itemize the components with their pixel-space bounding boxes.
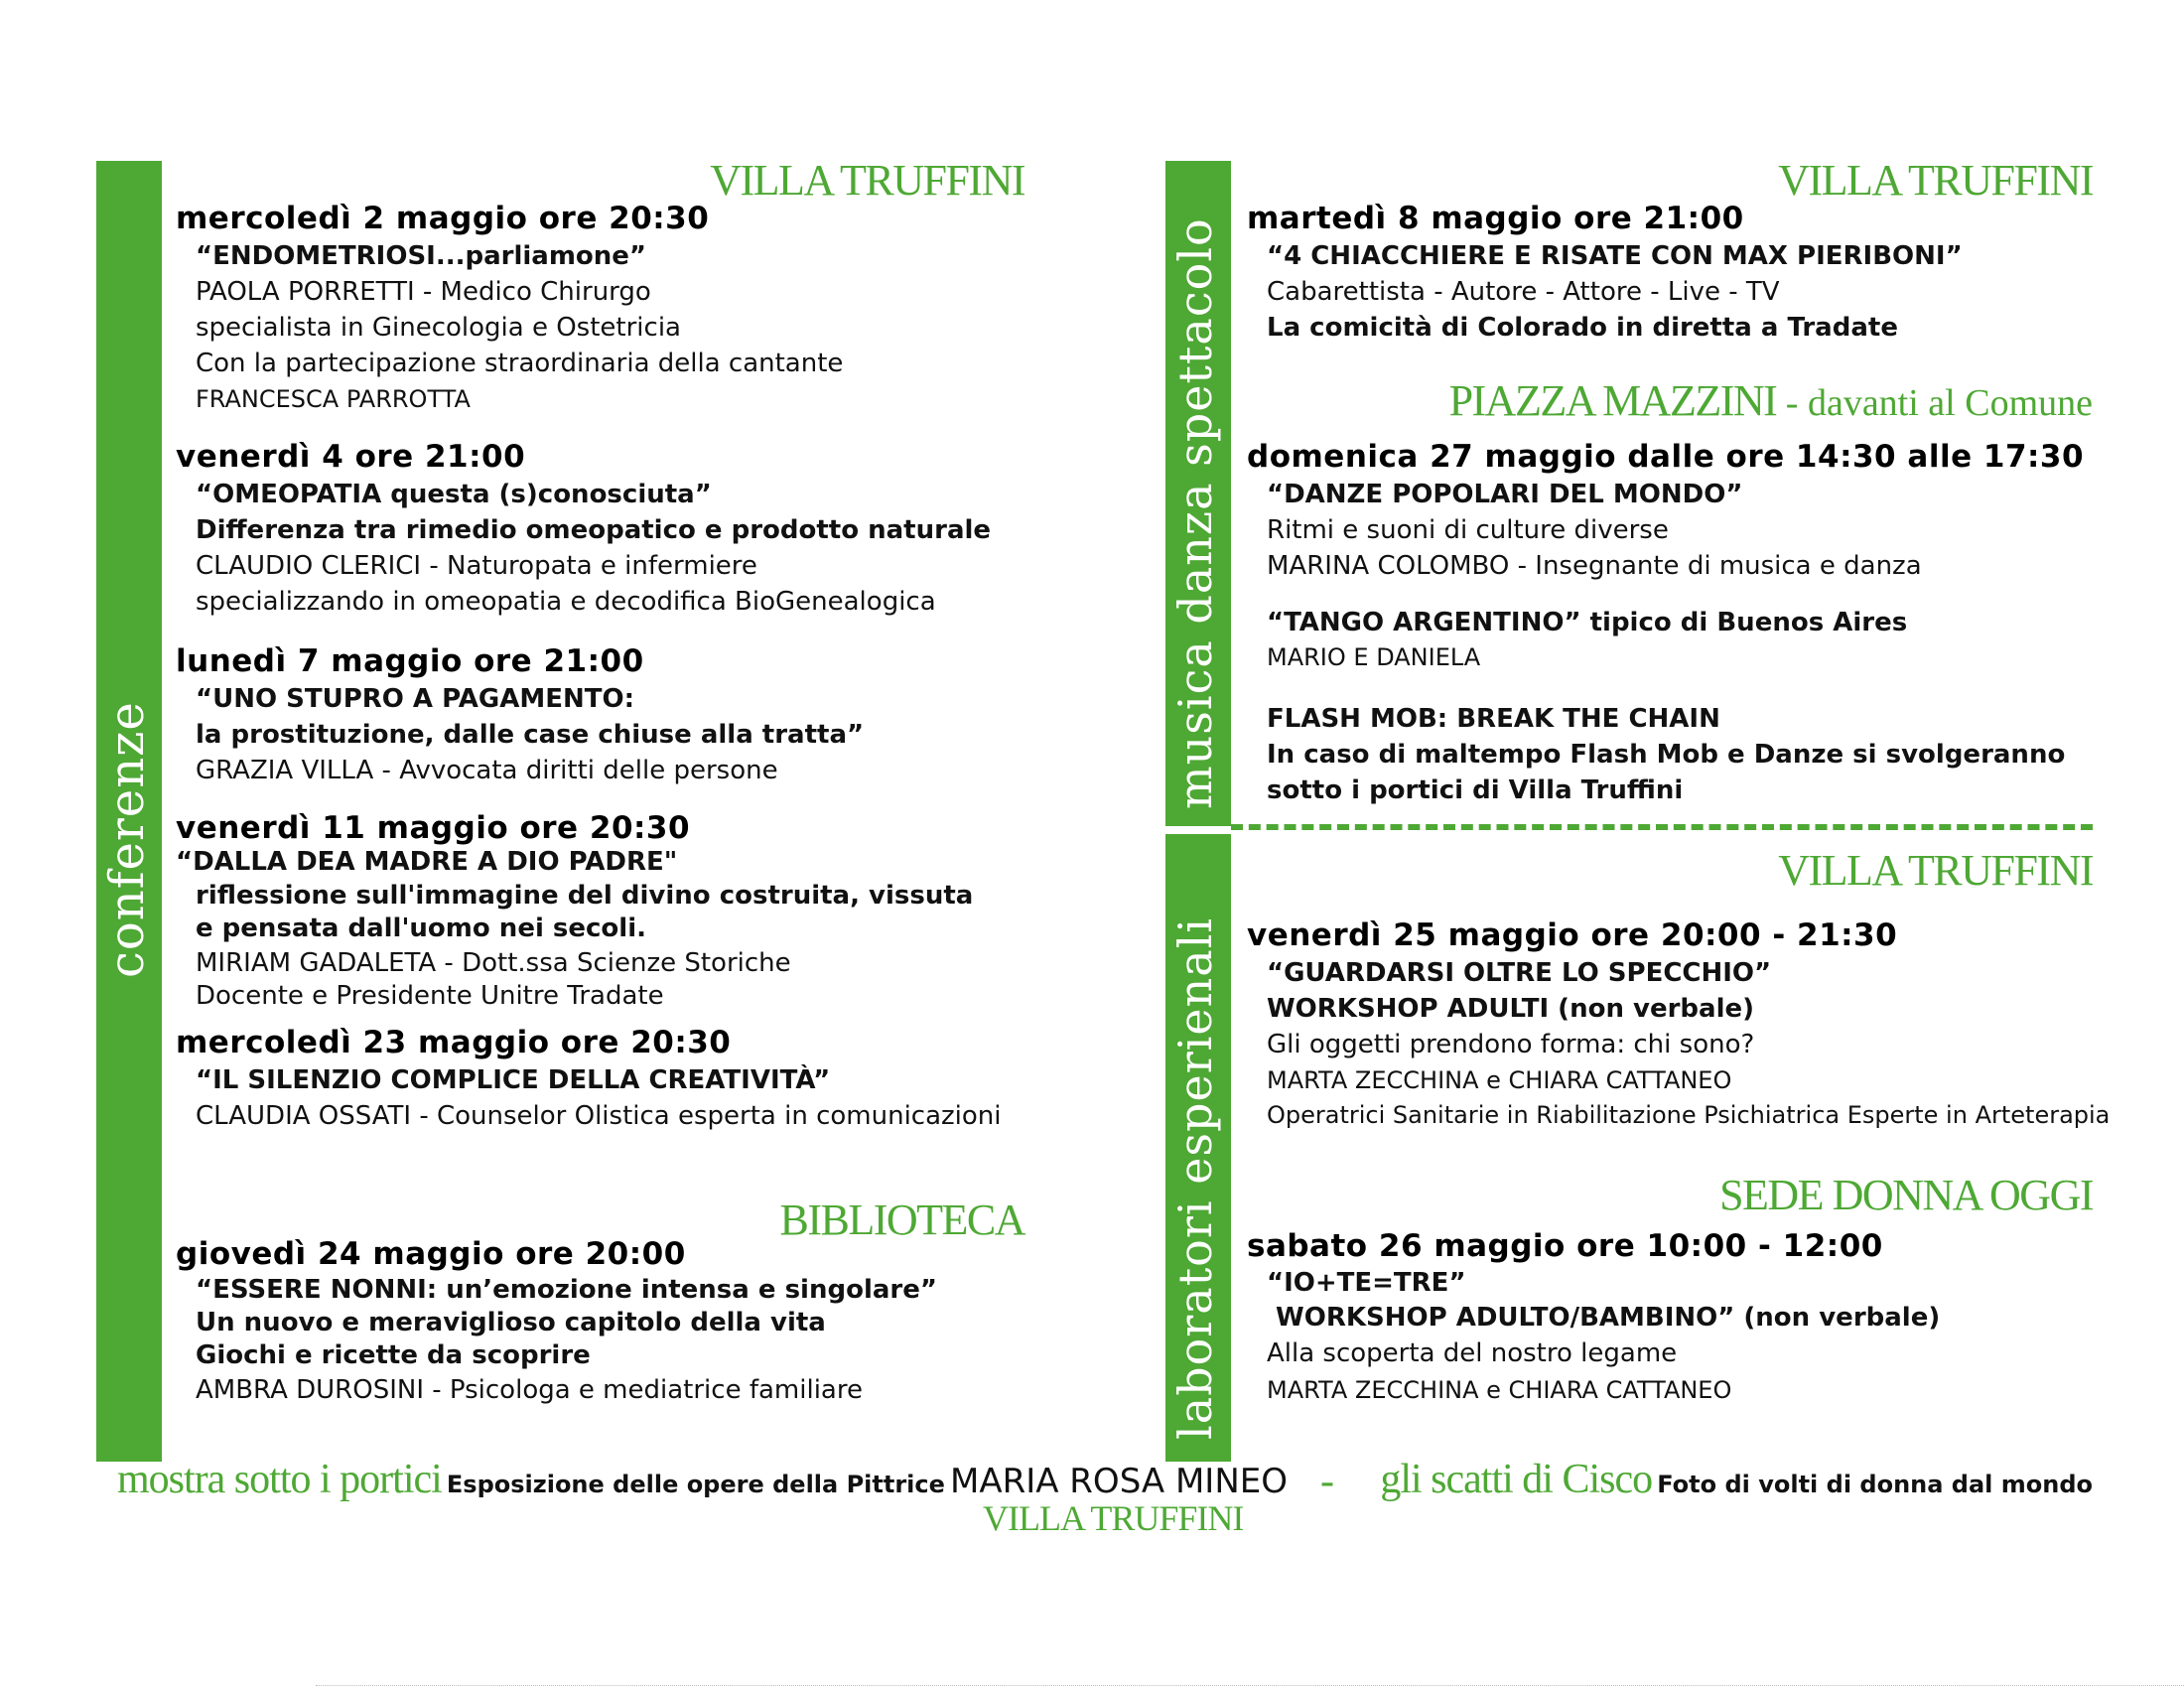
venue-villa-truffini-conferenze: VILLA TRUFFINI — [710, 156, 1024, 205]
event-line: MARINA COLOMBO - Insegnante di musica e danza — [1267, 551, 1922, 581]
event-line: sotto i portici di Villa Truffini — [1267, 775, 1684, 805]
event-date: mercoledì 23 maggio ore 20:30 — [176, 1025, 732, 1060]
event-date: venerdì 25 maggio ore 20:00 - 21:30 — [1247, 917, 1898, 953]
event-line: FRANCESCA PARROTTA — [196, 385, 471, 413]
event-line: MIRIAM GADALETA - Dott.ssa Scienze Storiche — [196, 948, 791, 978]
venue-name: PIAZZA MAZZINI — [1448, 376, 1777, 425]
event-line: In caso di maltempo Flash Mob e Danze si svolgeranno — [1267, 740, 2066, 770]
event-date: sabato 26 maggio ore 10:00 - 12:00 — [1247, 1228, 1883, 1264]
event-line: Gli oggetti prendono forma: chi sono? — [1267, 1030, 1755, 1059]
event-date: venerdì 11 maggio ore 20:30 — [176, 810, 691, 846]
event-title: “IL SILENZIO COMPLICE DELLA CREATIVITÀ” — [196, 1065, 831, 1095]
event-line: MARTA ZECCHINA e CHIARA CATTANEO — [1267, 1066, 1732, 1094]
event-line: Ritmi e suoni di culture diverse — [1267, 515, 1669, 545]
event-line: Giochi e ricette da scoprire — [196, 1340, 591, 1370]
event-line: specializzando in omeopatia e decodifica BioGenealogica — [196, 587, 936, 617]
footer-separator: - — [1320, 1459, 1333, 1504]
event-line: MARIO E DANIELA — [1267, 643, 1481, 671]
event-line: WORKSHOP ADULTI (non verbale) — [1267, 994, 1754, 1024]
event-line: Operatrici Sanitarie in Riabilitazione Psichiatrica Esperte in Arteterapia — [1267, 1101, 2111, 1129]
event-line: e pensata dall'uomo nei secoli. — [196, 914, 646, 943]
event-title: “4 CHIACCHIERE E RISATE CON MAX PIERIBONI” — [1267, 241, 1963, 271]
footer-scatti — [1380, 1456, 2093, 1503]
event-line: riflessione sull'immagine del divino costruita, vissuta — [196, 881, 974, 911]
event-title: “UNO STUPRO A PAGAMENTO: — [196, 684, 634, 714]
event-line: PAOLA PORRETTI - Medico Chirurgo — [196, 277, 651, 307]
scatti-label: gli scatti di Cisco — [1380, 1457, 1653, 1502]
event-line: specialista in Ginecologia e Ostetricia — [196, 313, 681, 343]
section-divider — [1231, 824, 2093, 830]
event-line: Cabarettista - Autore - Attore - Live - TV — [1267, 277, 1780, 307]
event-date: venerdì 4 ore 21:00 — [176, 439, 526, 475]
venue-biblioteca: BIBLIOTECA — [779, 1196, 1024, 1244]
event-title: “TANGO ARGENTINO” tipico di Buenos Aires — [1267, 608, 1908, 637]
venue-suffix: - davanti al Comune — [1776, 382, 2093, 424]
event-line: MARTA ZECCHINA e CHIARA CATTANEO — [1267, 1376, 1732, 1404]
laboratori-label: laboratori esperienali — [1168, 916, 1222, 1440]
event-title: “DANZE POPOLARI DEL MONDO” — [1267, 480, 1743, 509]
musica-label: musica danza spettacolo — [1168, 217, 1222, 809]
event-title: FLASH MOB: BREAK THE CHAIN — [1267, 704, 1720, 734]
event-title: “DALLA DEA MADRE A DIO PADRE" — [176, 847, 678, 877]
event-line: la prostituzione, dalle case chiuse alla tratta” — [196, 720, 865, 750]
event-line: La comicità di Colorado in diretta a Tradate — [1267, 313, 1898, 343]
mostra-text: Esposizione delle opere della Pittrice — [446, 1471, 945, 1498]
venue-villa-truffini-musica: VILLA TRUFFINI — [1778, 156, 2093, 205]
event-line: CLAUDIO CLERICI - Naturopata e infermiere — [196, 551, 757, 581]
artist-name: MARIA ROSA MINEO — [950, 1462, 1289, 1501]
event-line: Con la partecipazione straordinaria della cantante — [196, 349, 844, 378]
event-date: domenica 27 maggio dalle ore 14:30 alle 17:30 — [1247, 439, 2085, 475]
event-date: martedì 8 maggio ore 21:00 — [1247, 201, 1744, 236]
scatti-text: Foto di volti di donna dal mondo — [1657, 1471, 2093, 1498]
event-line: AMBRA DUROSINI - Psicologa e mediatrice familiare — [196, 1375, 863, 1405]
event-title: “ENDOMETRIOSI...parliamone” — [196, 241, 647, 271]
venue-sede-donna-oggi: SEDE DONNA OGGI — [1719, 1171, 2093, 1219]
event-line: Un nuovo e meraviglioso capitolo della vita — [196, 1308, 826, 1337]
event-date: lunedì 7 maggio ore 21:00 — [176, 643, 644, 679]
event-title: “ESSERE NONNI: un’emozione intensa e singolare” — [196, 1275, 937, 1305]
event-line: CLAUDIA OSSATI - Counselor Olistica esperta in comunicazioni — [196, 1101, 1002, 1131]
footer-mostra — [117, 1456, 1288, 1503]
event-date: giovedì 24 maggio ore 20:00 — [176, 1236, 686, 1272]
event-title: “IO+TE=TRE” — [1267, 1268, 1466, 1298]
event-line: GRAZIA VILLA - Avvocata diritti delle persone — [196, 756, 778, 785]
footer-venue: VILLA TRUFFINI — [983, 1498, 1244, 1538]
event-line: WORKSHOP ADULTO/BAMBINO” (non verbale) — [1267, 1303, 1941, 1333]
conferenze-label: conferenze — [99, 701, 155, 978]
event-date: mercoledì 2 maggio ore 20:30 — [176, 201, 710, 236]
event-line: Docente e Presidente Unitre Tradate — [196, 981, 664, 1011]
event-line: Alla scoperta del nostro legame — [1267, 1338, 1678, 1368]
bottom-dotted-line — [316, 1685, 2184, 1686]
venue-piazza-mazzini — [1449, 375, 2093, 426]
event-title: “OMEOPATIA questa (s)conosciuta” — [196, 480, 712, 509]
event-line: Differenza tra rimedio omeopatico e prodotto naturale — [196, 515, 992, 545]
event-title: “GUARDARSI OLTRE LO SPECCHIO” — [1267, 958, 1772, 988]
venue-villa-truffini-laboratori: VILLA TRUFFINI — [1778, 846, 2093, 895]
mostra-label: mostra sotto i portici — [117, 1457, 442, 1502]
